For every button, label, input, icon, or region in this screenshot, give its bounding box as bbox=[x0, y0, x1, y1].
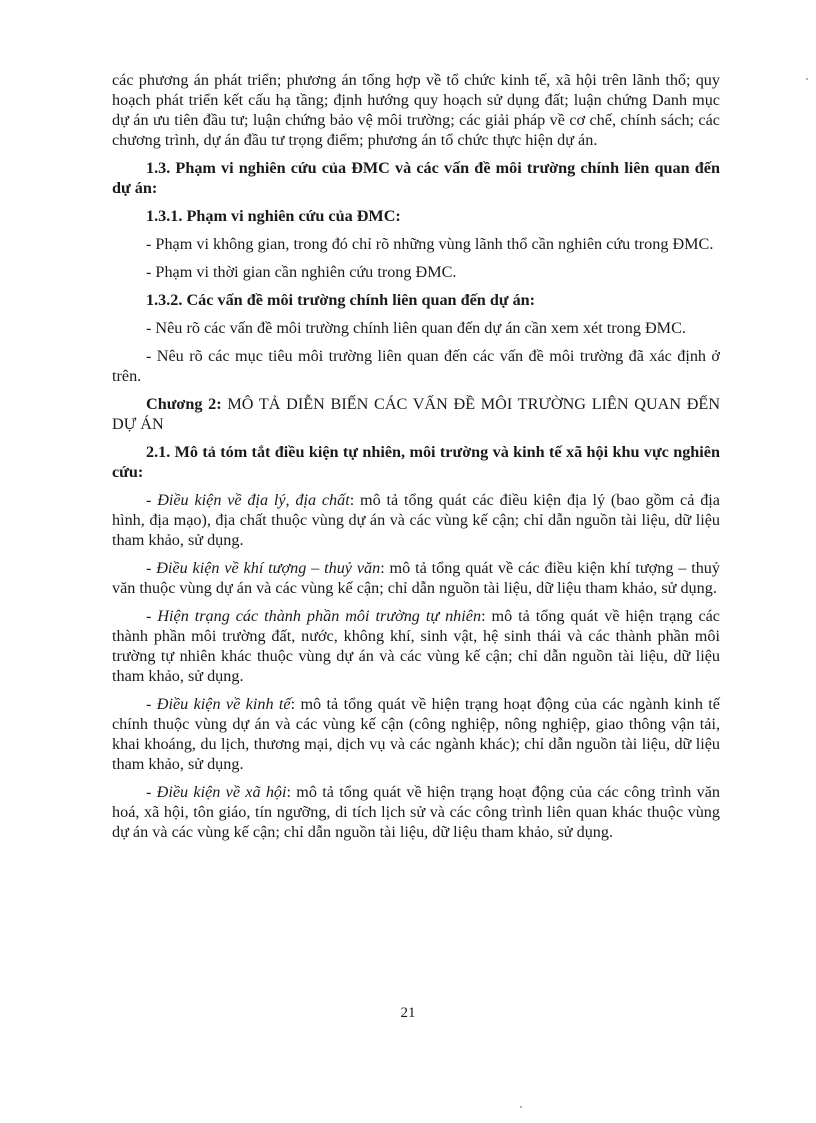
paragraph-1-3-2-b: - Nêu rõ các mục tiêu môi trường liên quan đến các vấn đề môi trường đã xác định ở trên. bbox=[112, 347, 720, 385]
item-text: : mô tả tổng quát về hiện trạng hoạt động của các công trình văn hoá, xã hội, tôn giáo, tín ngưỡng, di tích lịch sử và các công trình liên quan khác thuộc vùng dự án và các vùng kế cận; chỉ dẫn nguồn tài liệu, dữ liệu tham khảo, sử dụng. bbox=[112, 783, 720, 841]
item-term: - Điều kiện về địa lý, địa chất bbox=[146, 491, 350, 509]
intro-paragraph: các phương án phát triển; phương án tổng hợp về tổ chức kinh tế, xã hội trên lãnh thổ; quy hoạch phát triển kết cấu hạ tầng; định hướng quy hoạch sử dụng đất; luận chứng Danh mục dự án ưu tiên đầu tư; luận chứng bảo vệ môi trường; các giải pháp về cơ chế, chính sách; các chương trình, dự án đầu tư trọng điểm; phương án tổ chức thực hiện dự án. bbox=[112, 71, 720, 149]
list-item bbox=[112, 782, 720, 842]
item-term: - Điều kiện về xã hội bbox=[146, 783, 287, 801]
scan-speck bbox=[520, 1106, 522, 1108]
item-term: - Điều kiện về kinh tế bbox=[146, 695, 291, 713]
paragraph-1-3-1-b: - Phạm vi thời gian cần nghiên cứu trong ĐMC. bbox=[146, 263, 457, 281]
list-item bbox=[112, 606, 720, 686]
item-text: : mô tả tổng quát về hiện trạng hoạt động của các ngành kinh tế chính thuộc vùng dự án và các vùng kế cận (công nghiệp, nông nghiệp, giao thông vận tải, khai khoáng, du lịch, thương mại, dịch vụ và các ngành khác); chỉ dẫn nguồn tài liệu, dữ liệu tham khảo, sử dụng. bbox=[112, 695, 720, 773]
heading-1-3: 1.3. Phạm vi nghiên cứu của ĐMC và các vấn đề môi trường chính liên quan đến dự án: bbox=[112, 159, 720, 197]
chapter-label: Chương 2: bbox=[146, 395, 222, 413]
chapter-heading bbox=[112, 394, 720, 434]
list-item bbox=[112, 490, 720, 550]
heading-1-3-2: 1.3.2. Các vấn đề môi trường chính liên quan đến dự án: bbox=[146, 291, 536, 309]
paragraph-1-3-2-a: - Nêu rõ các vấn đề môi trường chính liên quan đến dự án cần xem xét trong ĐMC. bbox=[146, 319, 686, 337]
scan-speck bbox=[806, 78, 808, 80]
list-item bbox=[112, 694, 720, 774]
page-content bbox=[112, 70, 720, 850]
heading-2-1: 2.1. Mô tả tóm tắt điều kiện tự nhiên, môi trường và kinh tế xã hội khu vực nghiên cứu: bbox=[112, 443, 720, 481]
page-number: 21 bbox=[400, 1005, 416, 1021]
item-term: - Điều kiện về khí tượng – thuỷ văn bbox=[146, 559, 381, 577]
chapter-title: MÔ TẢ DIỄN BIẾN CÁC VẤN ĐỀ MÔI TRƯỜNG LIÊN QUAN ĐẾN DỰ ÁN bbox=[112, 395, 721, 433]
item-term: - Hiện trạng các thành phần môi trường tự nhiên bbox=[146, 607, 482, 625]
item-text: : mô tả tổng quát về hiện trạng các thành phần môi trường đất, nước, không khí, sinh vật, hệ sinh thái và các thành phần môi trường tự nhiên khác thuộc vùng dự án và các vùng kế cận; chỉ dẫn nguồn tài liệu, dữ liệu tham khảo, sử dụng. bbox=[112, 607, 720, 685]
list-item bbox=[112, 558, 720, 598]
paragraph-1-3-1-a: - Phạm vi không gian, trong đó chỉ rõ những vùng lãnh thổ cần nghiên cứu trong ĐMC. bbox=[146, 235, 714, 253]
item-text: : mô tả tổng quát về các điều kiện khí tượng – thuỷ văn thuộc vùng dự án và các vùng kế cận; chỉ dẫn nguồn tài liệu, dữ liệu tham khảo, sử dụng. bbox=[112, 559, 720, 597]
item-text: : mô tả tổng quát các điều kiện địa lý (bao gồm cả địa hình, địa mạo), địa chất thuộc vùng dự án và các vùng kế cận; chỉ dẫn nguồn tài liệu, dữ liệu tham khảo, sử dụng. bbox=[112, 491, 720, 549]
heading-1-3-1: 1.3.1. Phạm vi nghiên cứu của ĐMC: bbox=[146, 207, 401, 225]
